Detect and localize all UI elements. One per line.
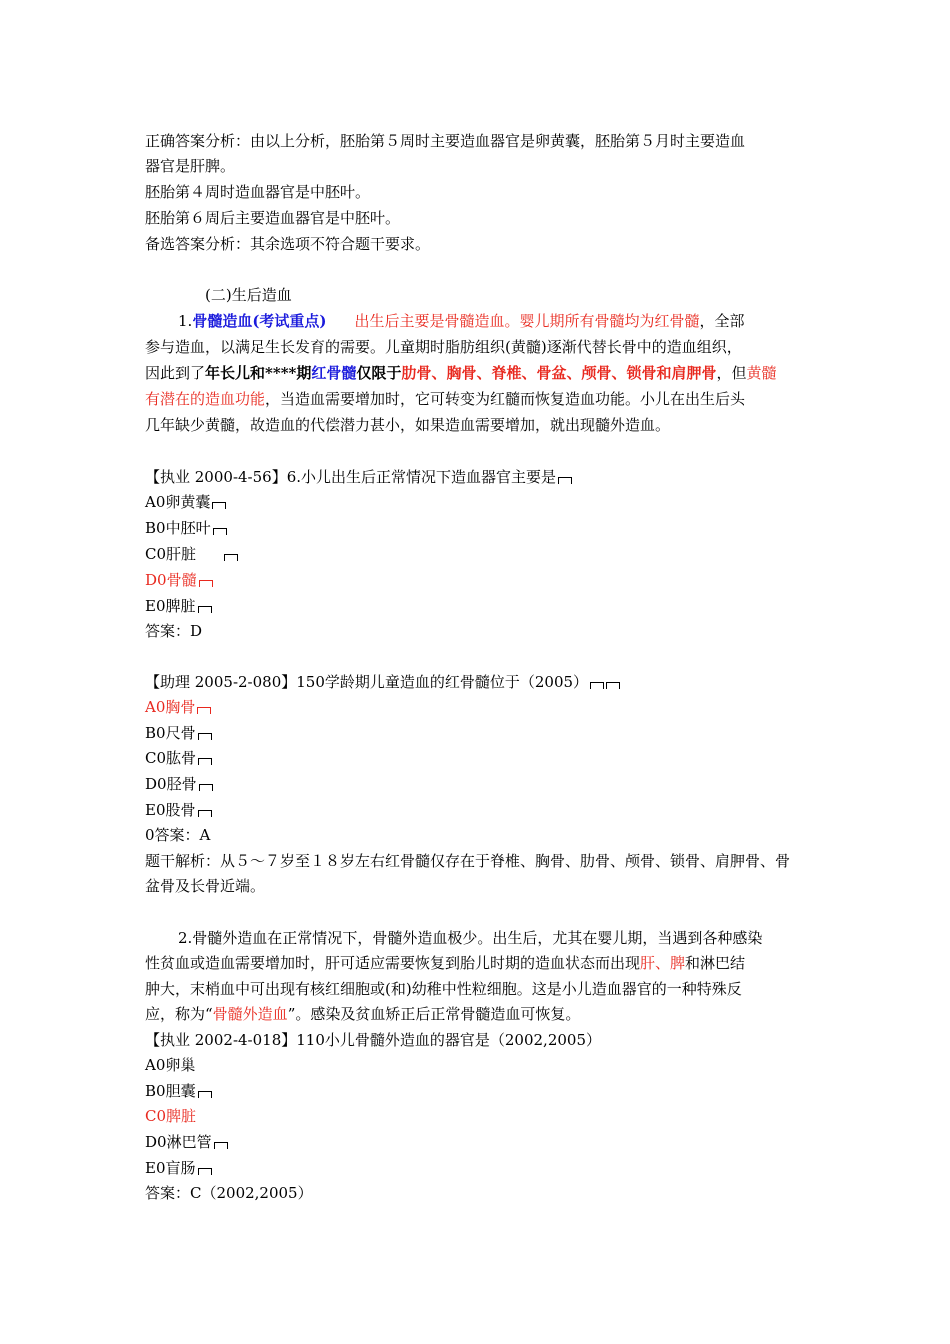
- question-3-stem: 【执业 2002-4-018】110小儿骨髓外造血的器官是（2002,2005）: [145, 1031, 602, 1049]
- return-mark-icon: [198, 1168, 212, 1175]
- highlight-bones: 肋骨、胸骨、脊椎、骨盆、颅骨、锁骨和肩胛骨: [401, 364, 717, 382]
- question-3-answer: 答案：C（2002,2005）: [145, 1184, 313, 1202]
- answer-analysis-line-2: 器官是肝脾。: [145, 157, 236, 175]
- paragraph-bone-marrow-line-1: 1.骨髓造血(考试重点) 出生后主要是骨髓造血。婴儿期所有骨髓均为红骨髓，全部: [178, 312, 745, 330]
- question-3-option-a: A0卵巢: [145, 1056, 196, 1074]
- paragraph-extramedullary-line-2: 性贫血或造血需要增加时，肝可适应需要恢复到胎儿时期的造血状态而出现肝、脾和淋巴结: [145, 954, 746, 972]
- question-2-analysis-line-2: 盆骨及长骨近端。: [145, 877, 266, 895]
- answer-analysis-line-1: 正确答案分析：由以上分析，胚胎第５周时主要造血器官是卵黄囊，胚胎第５月时主要造血: [145, 132, 746, 150]
- question-2-option-d: D0胫骨: [145, 774, 213, 794]
- question-2-analysis-line-1: 题干解析：从５～７岁至１８岁左右红骨髓仅存在于脊椎、胸骨、肋骨、颅骨、锁骨、肩胛骨、骨: [145, 852, 791, 870]
- question-3-option-d: D0淋巴管: [145, 1132, 228, 1152]
- question-1-option-a: A0卵黄囊: [145, 492, 226, 512]
- return-mark-icon: [198, 733, 212, 740]
- question-3-option-b: B0胆囊: [145, 1081, 212, 1101]
- question-2-option-c: C0肱骨: [145, 748, 212, 768]
- question-2-stem: 【助理 2005-2-080】150学龄期儿童造血的红骨髓位于（2005）: [145, 672, 620, 692]
- answer-analysis-line-4: 胚胎第６周后主要造血器官是中胚叶。: [145, 209, 401, 227]
- return-mark-icon: [198, 606, 212, 613]
- return-mark-icon: [199, 580, 213, 587]
- question-2-option-b: B0尺骨: [145, 723, 212, 743]
- question-1-option-b: B0中胚叶: [145, 518, 227, 538]
- highlight-red-marrow: 红骨髓: [311, 364, 357, 382]
- return-mark-icon: [558, 477, 572, 484]
- paragraph-bone-marrow-line-4: 有潜在的造血功能，当造血需要增加时，它可转变为红髓而恢复造血功能。小儿在出生后头: [145, 390, 746, 408]
- paragraph-extramedullary-line-4: 应，称为“骨髓外造血”。感染及贫血矫正后正常骨髓造血可恢复。: [145, 1005, 581, 1023]
- highlight-postnatal-marrow: 出生后主要是骨髓造血。婴儿期所有骨髓均为红骨髓: [354, 312, 700, 330]
- return-mark-icon: [224, 554, 238, 561]
- bone-marrow-title: 骨髓造血(考试重点): [192, 312, 327, 330]
- question-1-stem: 【执业 2000-4-56】6.小儿出生后正常情况下造血器官主要是: [145, 467, 572, 487]
- return-mark-icon: [606, 682, 620, 689]
- section-heading-postnatal: (二)生后造血: [205, 286, 292, 304]
- highlight-extramedullary: 骨髓外造血: [212, 1005, 288, 1023]
- highlight-potential-function: 有潜在的造血功能: [145, 390, 266, 408]
- return-mark-icon: [212, 502, 226, 509]
- highlight-age: 年长儿和****期: [205, 364, 312, 382]
- return-mark-icon: [198, 810, 212, 817]
- question-3-option-c: C0脾脏: [145, 1107, 197, 1125]
- question-1-option-c: C0肝脏: [145, 544, 238, 564]
- question-2-option-a: A0胸骨: [145, 697, 211, 717]
- return-mark-icon: [590, 682, 604, 689]
- alternative-analysis-line: 备选答案分析：其余选项不符合题干要求。: [145, 235, 431, 253]
- highlight-yellow-marrow: 黄髓: [746, 364, 777, 382]
- item-number: 1.: [178, 312, 193, 330]
- paragraph-bone-marrow-line-5: 几年缺少黄髓，故造血的代偿潜力甚小，如果造血需要增加，就出现髓外造血。: [145, 416, 671, 434]
- question-1-answer: 答案：D: [145, 622, 203, 640]
- question-2-option-e: E0股骨: [145, 800, 212, 820]
- question-1-option-d: D0骨髓: [145, 570, 213, 590]
- return-mark-icon: [213, 528, 227, 535]
- highlight-liver-spleen: 肝、脾: [640, 954, 686, 972]
- question-3-option-e: E0盲肠: [145, 1158, 212, 1178]
- paragraph-bone-marrow-line-2: 参与造血，以满足生长发育的需要。儿童期时脂肪组织(黄髓)逐渐代替长骨中的造血组织，: [145, 338, 742, 356]
- question-2-answer: 0答案：A: [145, 826, 211, 844]
- return-mark-icon: [197, 707, 211, 714]
- return-mark-icon: [198, 1091, 212, 1098]
- answer-analysis-line-3: 胚胎第４周时造血器官是中胚叶。: [145, 183, 371, 201]
- paragraph-extramedullary-line-1: 2.骨髓外造血在正常情况下，骨髓外造血极少。出生后，尤其在婴儿期，当遇到各种感染: [178, 929, 763, 947]
- paragraph-bone-marrow-line-3: 因此到了年长儿和****期红骨髓仅限于肋骨、胸骨、脊椎、骨盆、颅骨、锁骨和肩胛骨，但黄髓: [145, 364, 777, 382]
- return-mark-icon: [198, 758, 212, 765]
- return-mark-icon: [199, 784, 213, 791]
- return-mark-icon: [214, 1142, 228, 1149]
- question-1-option-e: E0脾脏: [145, 596, 212, 616]
- paragraph-extramedullary-line-3: 肿大，末梢血中可出现有核红细胞或(和)幼稚中性粒细胞。这是小儿造血器官的一种特殊反: [145, 980, 742, 998]
